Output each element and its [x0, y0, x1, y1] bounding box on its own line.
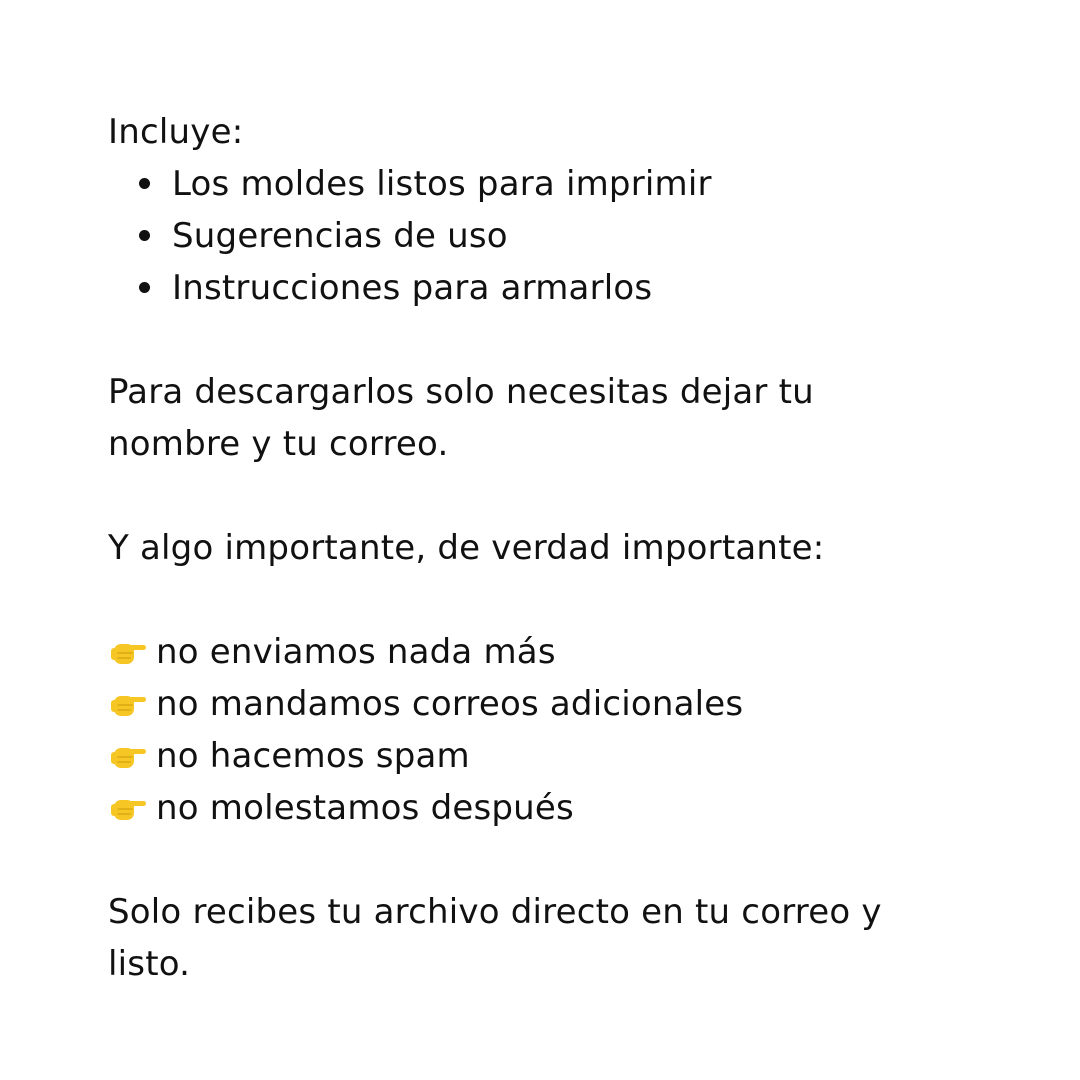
pointing-right-hand-icon: [108, 741, 148, 771]
closing-line-2: listo.: [108, 944, 191, 984]
spacer: [108, 314, 988, 366]
promise-text: no hacemos spam: [156, 736, 470, 776]
pointing-right-hand-icon: [108, 793, 148, 823]
download-line-2: nombre y tu correo.: [108, 424, 449, 464]
includes-item-text: Los moldes listos para imprimir: [172, 164, 712, 204]
bullet-dot-icon: [139, 178, 150, 189]
bullet-dot-icon: [139, 230, 150, 241]
main-content: [108, 106, 988, 990]
spacer: [108, 574, 988, 626]
pointing-right-hand-icon: [108, 637, 148, 667]
promise-text: no mandamos correos adicionales: [156, 684, 744, 724]
promise-item: [108, 782, 988, 834]
closing-line-1: Solo recibes tu archivo directo en tu correo y: [108, 892, 882, 932]
bullet-dot-icon: [139, 282, 150, 293]
includes-item-text: Sugerencias de uso: [172, 216, 508, 256]
includes-list-item: [108, 158, 988, 210]
promise-item: [108, 730, 988, 782]
promise-item: [108, 678, 988, 730]
download-line-1: Para descargarlos solo necesitas dejar tu: [108, 372, 814, 412]
includes-list-item: [108, 210, 988, 262]
includes-item-text: Instrucciones para armarlos: [172, 268, 653, 308]
important-text: Y algo importante, de verdad importante:: [108, 528, 825, 568]
spacer: [108, 470, 988, 522]
includes-heading: Incluye:: [108, 112, 244, 152]
includes-list: [108, 158, 988, 314]
promise-text: no molestamos después: [156, 788, 574, 828]
closing-paragraph: [108, 886, 988, 990]
pointing-right-hand-icon: [108, 689, 148, 719]
promise-text: no enviamos nada más: [156, 632, 556, 672]
includes-list-item: [108, 262, 988, 314]
spacer: [108, 834, 988, 886]
download-paragraph: [108, 366, 988, 470]
promise-item: [108, 626, 988, 678]
promises-list: [108, 626, 988, 834]
